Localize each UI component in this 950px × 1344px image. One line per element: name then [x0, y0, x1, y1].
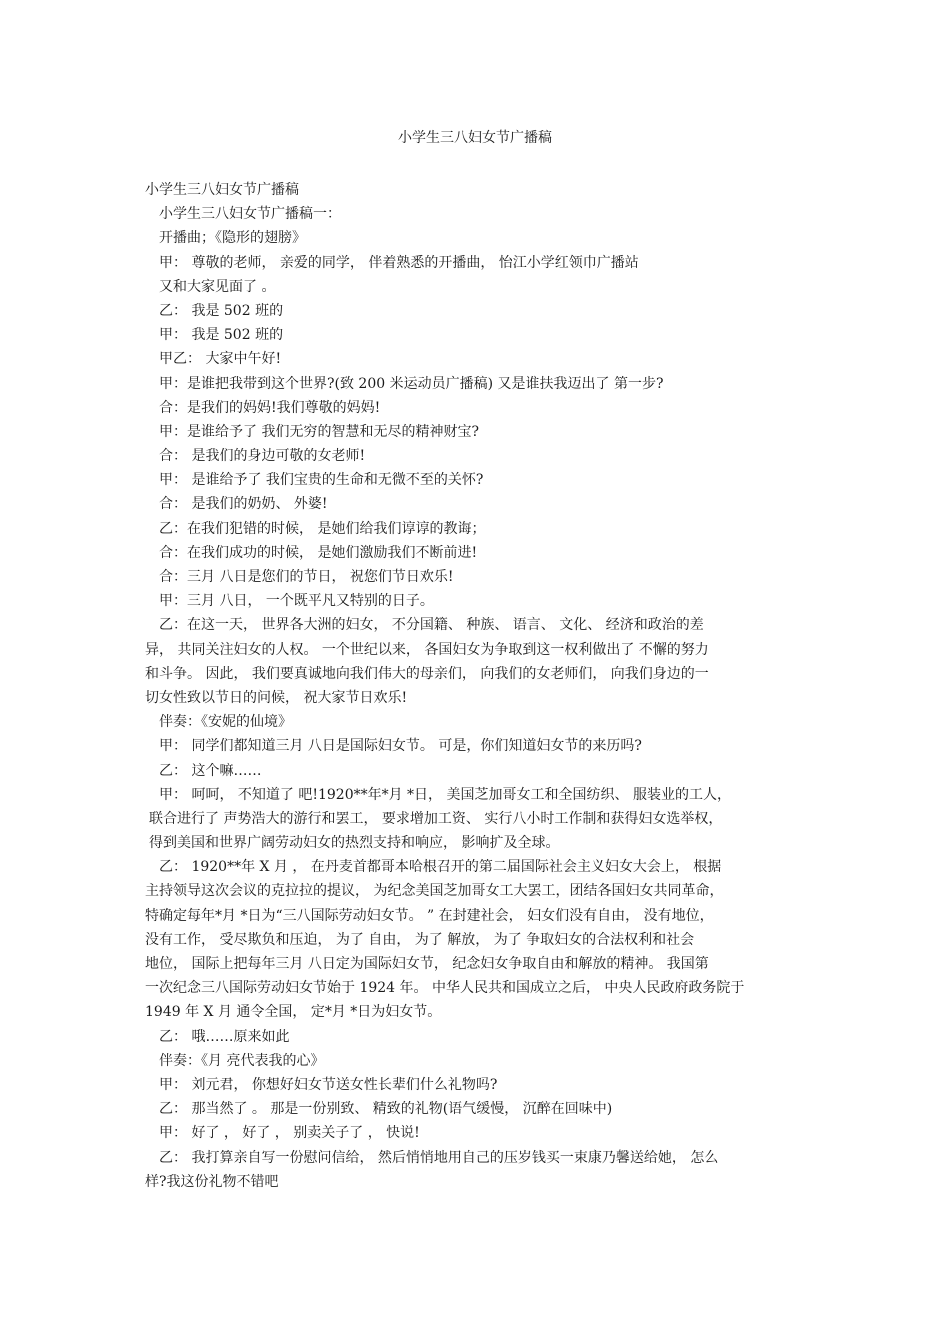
text-line: 合：在我们成功的时候， 是她们激励我们不断前进!	[159, 544, 478, 561]
text-line: 伴奏：《安妮的仙境》	[159, 714, 292, 731]
text-line: 合： 是我们的奶奶、 外婆!	[159, 496, 328, 513]
text-line: 异， 共同关注妇女的人权。 一个世纪以来， 各国妇女为争取到这一权利做出了 不懈的努力	[145, 641, 709, 658]
text-line: 小学生三八妇女节广播稿一：	[159, 206, 341, 223]
text-line: 联合进行了 声势浩大的游行和罢工， 要求增加工资、 实行八小时工作制和获得妇女选举权，	[149, 810, 723, 827]
text-line: 乙： 我打算亲自写一份慰问信给， 然后悄悄地用自己的压岁钱买一束康乃馨送给她， 怎么	[159, 1149, 719, 1166]
text-line: 甲： 同学们都知道三月 八日是国际妇女节。 可是，你们知道妇女节的来历吗?	[159, 738, 642, 755]
text-line: 又和大家见面了 。	[159, 278, 276, 295]
text-line: 乙：在这一天， 世界各大洲的妇女， 不分国籍、 种族、 语言、 文化、 经济和政治的差	[159, 617, 704, 634]
text-line: 甲乙： 大家中午好!	[159, 351, 282, 368]
text-line: 小学生三八妇女节广播稿	[145, 182, 299, 198]
text-line: 甲： 是谁给予了 我们宝贵的生命和无微不至的关怀?	[159, 472, 484, 489]
text-line: 合： 是我们的身边可敬的女老师!	[159, 448, 366, 465]
text-line: 甲：是谁给予了 我们无穷的智慧和无尽的精神财宝?	[159, 423, 479, 440]
text-line: 一次纪念三八国际劳动妇女节始于 1924 年。 中华人民共和国成立之后， 中央人民政府政务院于	[145, 980, 745, 997]
text-line: 1949 年 X 月 通令全国， 定*月 *日为妇女节。	[145, 1004, 442, 1021]
text-line: 地位， 国际上把每年三月 八日定为国际妇女节， 纪念妇女争取自由和解放的精神。 我国第	[145, 956, 709, 972]
text-line: 特确定每年*月 *日为“三八国际劳动妇女节。 ” 在封建社会， 妇女们没有自由， 没有地位，	[145, 907, 714, 924]
text-line: 样?我这份礼物不错吧	[145, 1173, 279, 1190]
text-line: 得到美国和世界广阔劳动妇女的热烈支持和响应， 影响扩及全球。	[149, 835, 560, 852]
text-line: 甲： 我是 502 班的	[159, 327, 284, 344]
text-line: 甲： 好了 ， 好了 ， 别卖关子了 ， 快说!	[159, 1125, 420, 1142]
text-line: 乙： 我是 502 班的	[159, 302, 284, 319]
text-line: 甲： 呵呵， 不知道了 吧!1920**年*月 *日， 美国芝加哥女工和全国纺织、 服装业的工人，	[159, 786, 731, 803]
text-line: 乙： 那当然了 。 那是一份别致、 精致的礼物(语气缓慢， 沉醉在回味中)	[159, 1101, 613, 1118]
text-line: 甲：是谁把我带到这个世界?(致 200 米运动员广播稿) 又是谁扶我迈出了 第一步?	[159, 375, 664, 392]
document-title: 小学生三八妇女节广播稿	[398, 130, 552, 146]
text-line: 开播曲；《隐形的翅膀》	[159, 230, 306, 247]
text-line: 没有工作， 受尽欺负和压迫， 为了 自由， 为了 解放， 为了 争取妇女的合法权利和社会	[145, 931, 695, 948]
text-line: 乙： 哦……原来如此	[159, 1028, 290, 1045]
text-line: 切女性致以节日的问候， 祝大家节日欢乐!	[145, 689, 408, 706]
text-line: 乙： 这个嘛……	[159, 762, 262, 779]
text-line: 乙： 1920**年 X 月 ， 在丹麦首都哥本哈根召开的第二届国际社会主义妇女大会上， 根据	[159, 859, 722, 876]
text-line: 伴奏：《月 亮代表我的心》	[159, 1052, 325, 1069]
text-line: 甲：三月 八日， 一个既平凡又特别的日子。	[159, 593, 434, 610]
text-line: 主持领导这次会议的克拉拉的提议， 为纪念美国芝加哥女工大罢工，团结各国妇女共同革命，	[145, 883, 724, 900]
text-line: 甲： 尊敬的老师， 亲爱的同学， 伴着熟悉的开播曲， 怡江小学红领巾广播站	[159, 254, 639, 271]
document-body	[145, 178, 811, 1194]
text-line: 合：是我们的妈妈!我们尊敬的妈妈!	[159, 399, 381, 416]
text-line: 合：三月 八日是您们的节日， 祝您们节日欢乐!	[159, 569, 454, 585]
text-line: 甲： 刘元君， 你想好妇女节送女性长辈们什么礼物吗?	[159, 1076, 498, 1093]
text-line: 和斗争。 因此， 我们要真诚地向我们伟大的母亲们， 向我们的女老师们， 向我们身边的一	[145, 665, 709, 682]
text-line: 乙：在我们犯错的时候， 是她们给我们谆谆的教诲；	[159, 520, 486, 537]
